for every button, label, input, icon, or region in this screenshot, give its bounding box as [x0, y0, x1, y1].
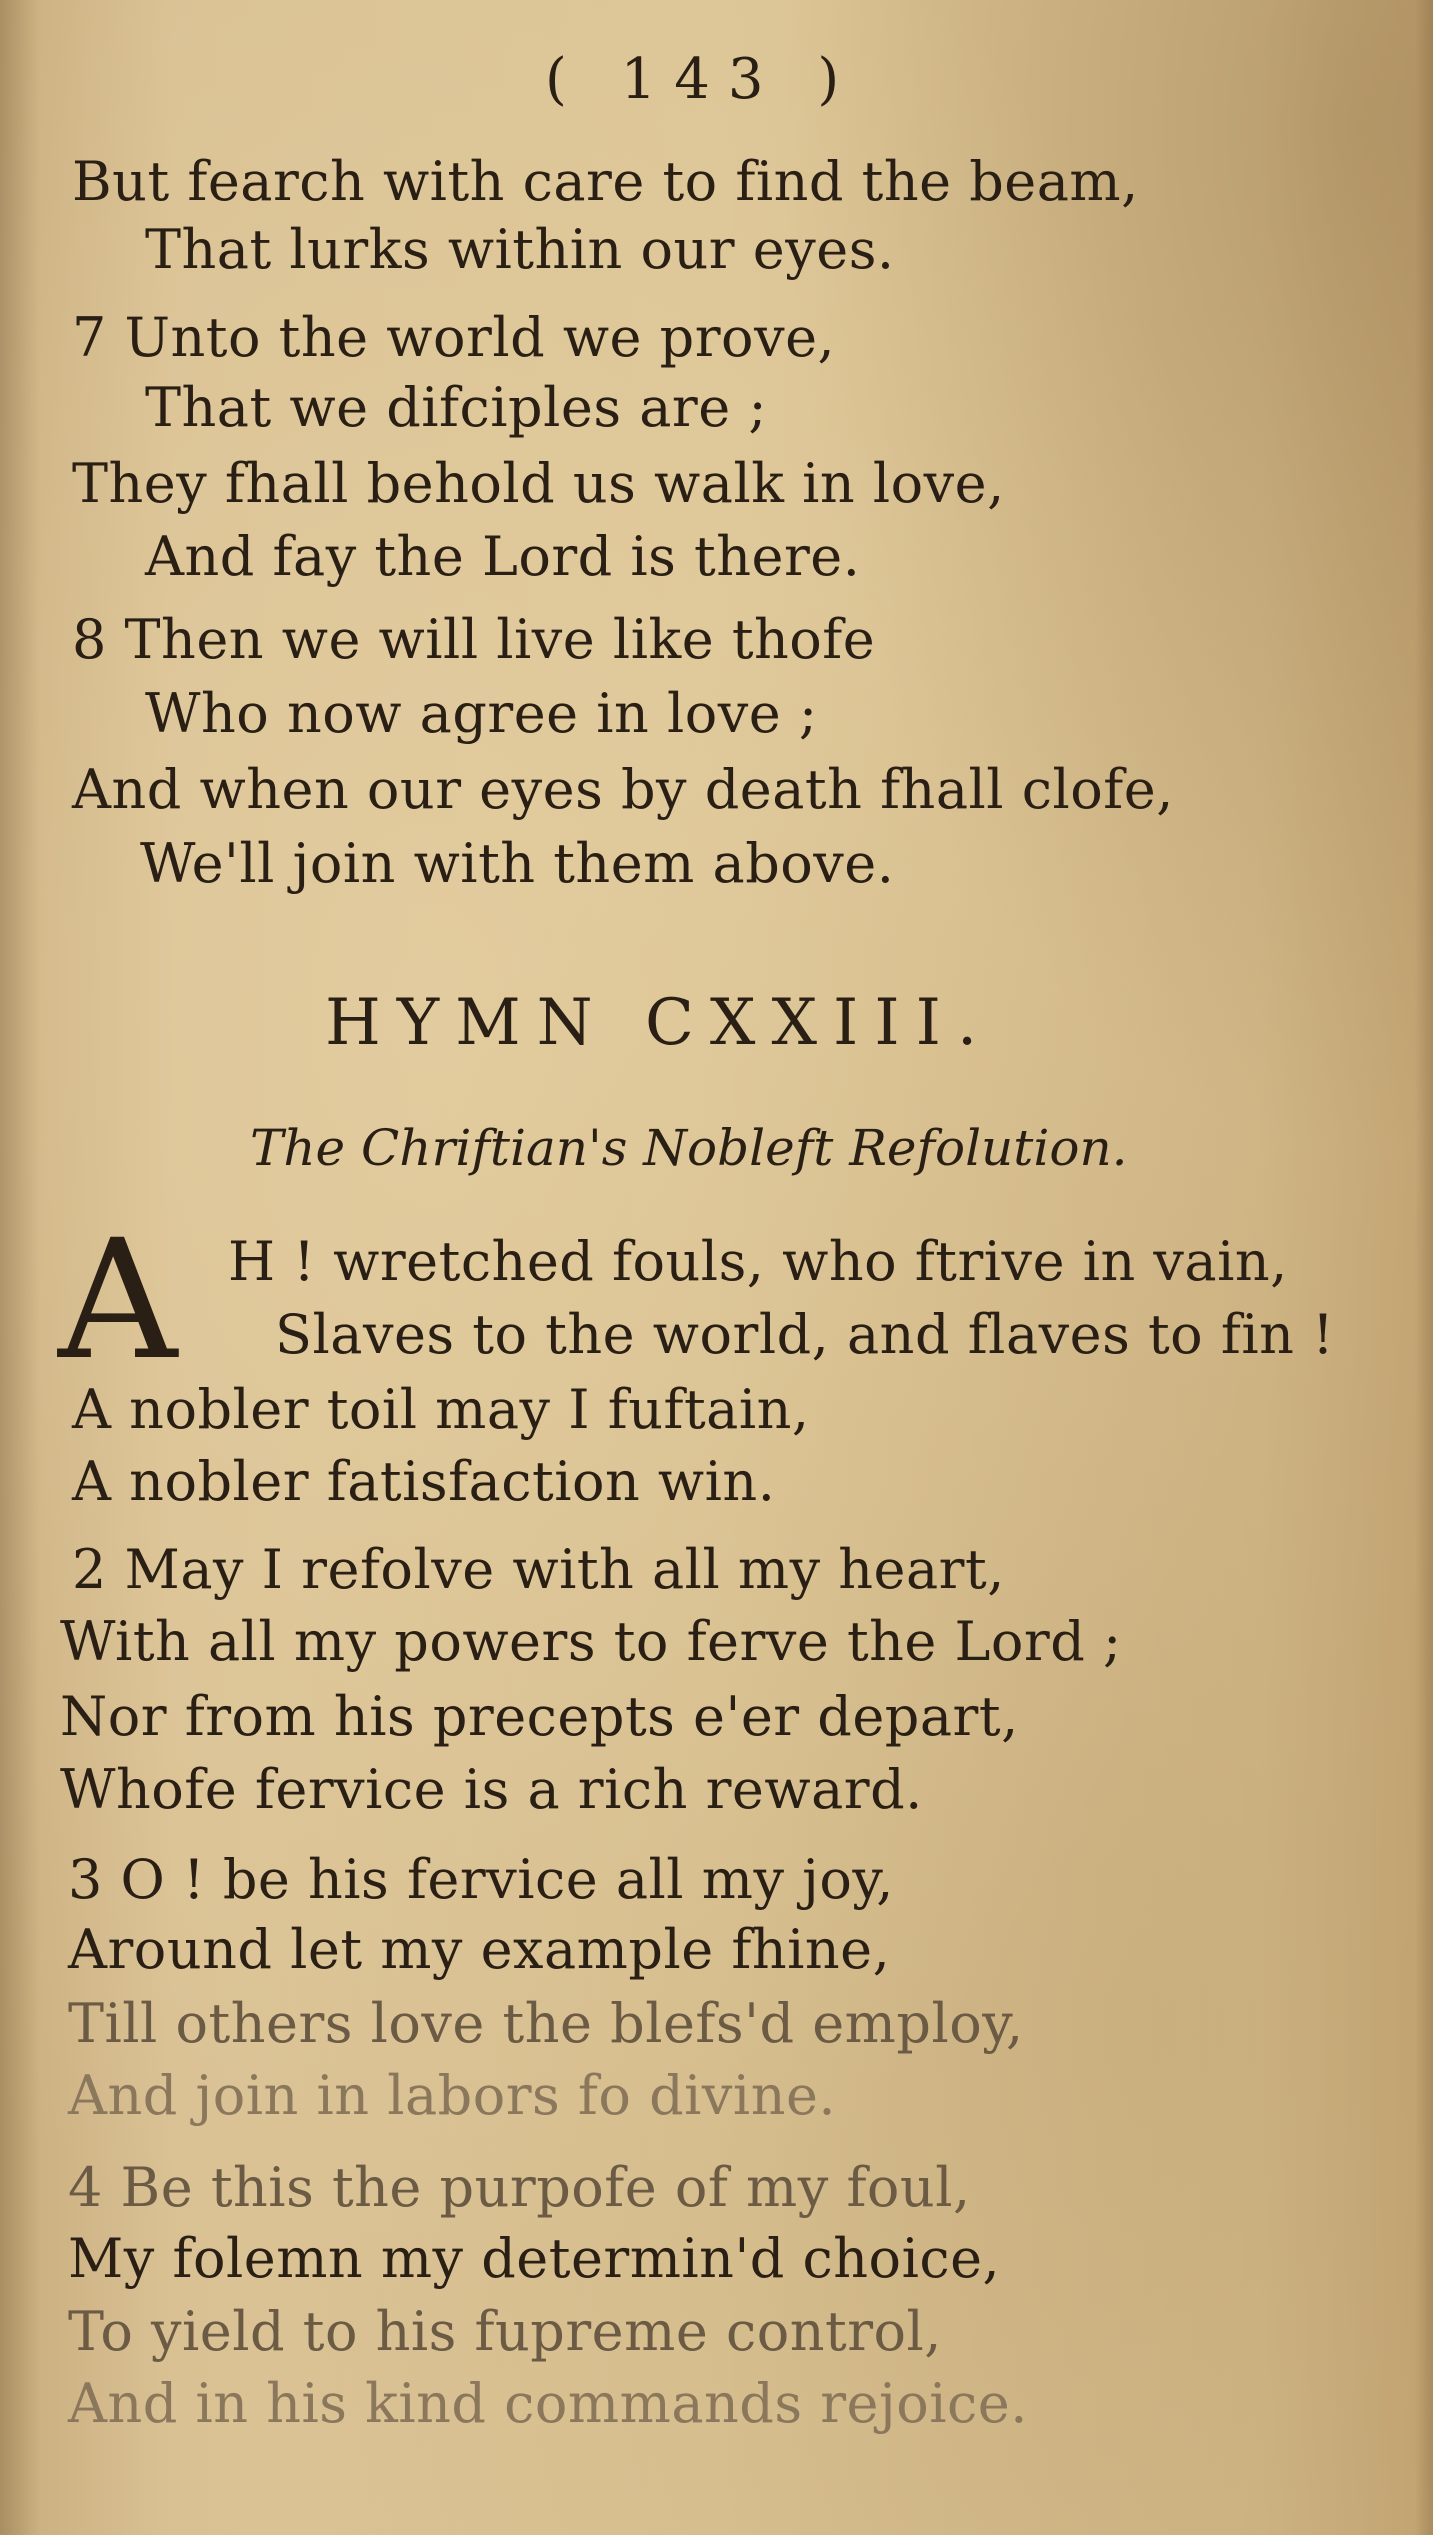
verse-line: Around let my example fhine,	[68, 1918, 891, 1981]
verse-line: 3 O ! be his fervice all my joy,	[68, 1848, 894, 1911]
page-number: ( 143 )	[545, 47, 858, 112]
page-gutter-shadow	[0, 0, 40, 2535]
verse-line: We'll join with them above.	[140, 832, 895, 895]
verse-line: 8 Then we will live like thofe	[72, 608, 876, 671]
verse-line: Till others love the blefs'd employ,	[68, 1992, 1024, 2055]
verse-line: 4 Be this the purpofe of my foul,	[68, 2156, 971, 2219]
verse-line: A nobler fatisfaction win.	[72, 1450, 776, 1513]
verse-line: To yield to his fupreme control,	[68, 2300, 942, 2363]
hymn-subtitle: The Chriftian's Nobleft Refolution.	[250, 1119, 1128, 1177]
verse-line: My folemn my determin'd choice,	[68, 2227, 1001, 2290]
verse-line: H ! wretched fouls, who ftrive in vain,	[228, 1230, 1288, 1293]
verse-line: And when our eyes by death fhall clofe,	[72, 758, 1174, 821]
verse-line: A nobler toil may I fuftain,	[72, 1378, 810, 1441]
verse-line: Whofe fervice is a rich reward.	[60, 1758, 923, 1821]
verse-line: And fay the Lord is there.	[145, 525, 861, 588]
verse-line: With all my powers to ferve the Lord ;	[60, 1610, 1122, 1673]
verse-line: 7 Unto the world we prove,	[72, 306, 836, 369]
verse-line: Nor from his precepts e'er depart,	[60, 1685, 1019, 1748]
verse-line: 2 May I refolve with all my heart,	[72, 1538, 1005, 1601]
drop-cap-initial: A	[58, 1204, 178, 1396]
hymn-title: HYMN CXXIII.	[325, 986, 994, 1060]
verse-line: That we difciples are ;	[145, 376, 768, 439]
verse-line: Who now agree in love ;	[145, 682, 818, 745]
verse-line: That lurks within our eyes.	[145, 218, 895, 281]
verse-line: But fearch with care to find the beam,	[72, 150, 1139, 213]
verse-line: And join in labors fo divine.	[68, 2064, 837, 2127]
verse-line: They fhall behold us walk in love,	[72, 452, 1005, 515]
verse-line: And in his kind commands rejoice.	[68, 2372, 1028, 2435]
page-edge-shadow	[1415, 0, 1433, 2535]
verse-line: Slaves to the world, and flaves to fin !	[275, 1303, 1335, 1366]
